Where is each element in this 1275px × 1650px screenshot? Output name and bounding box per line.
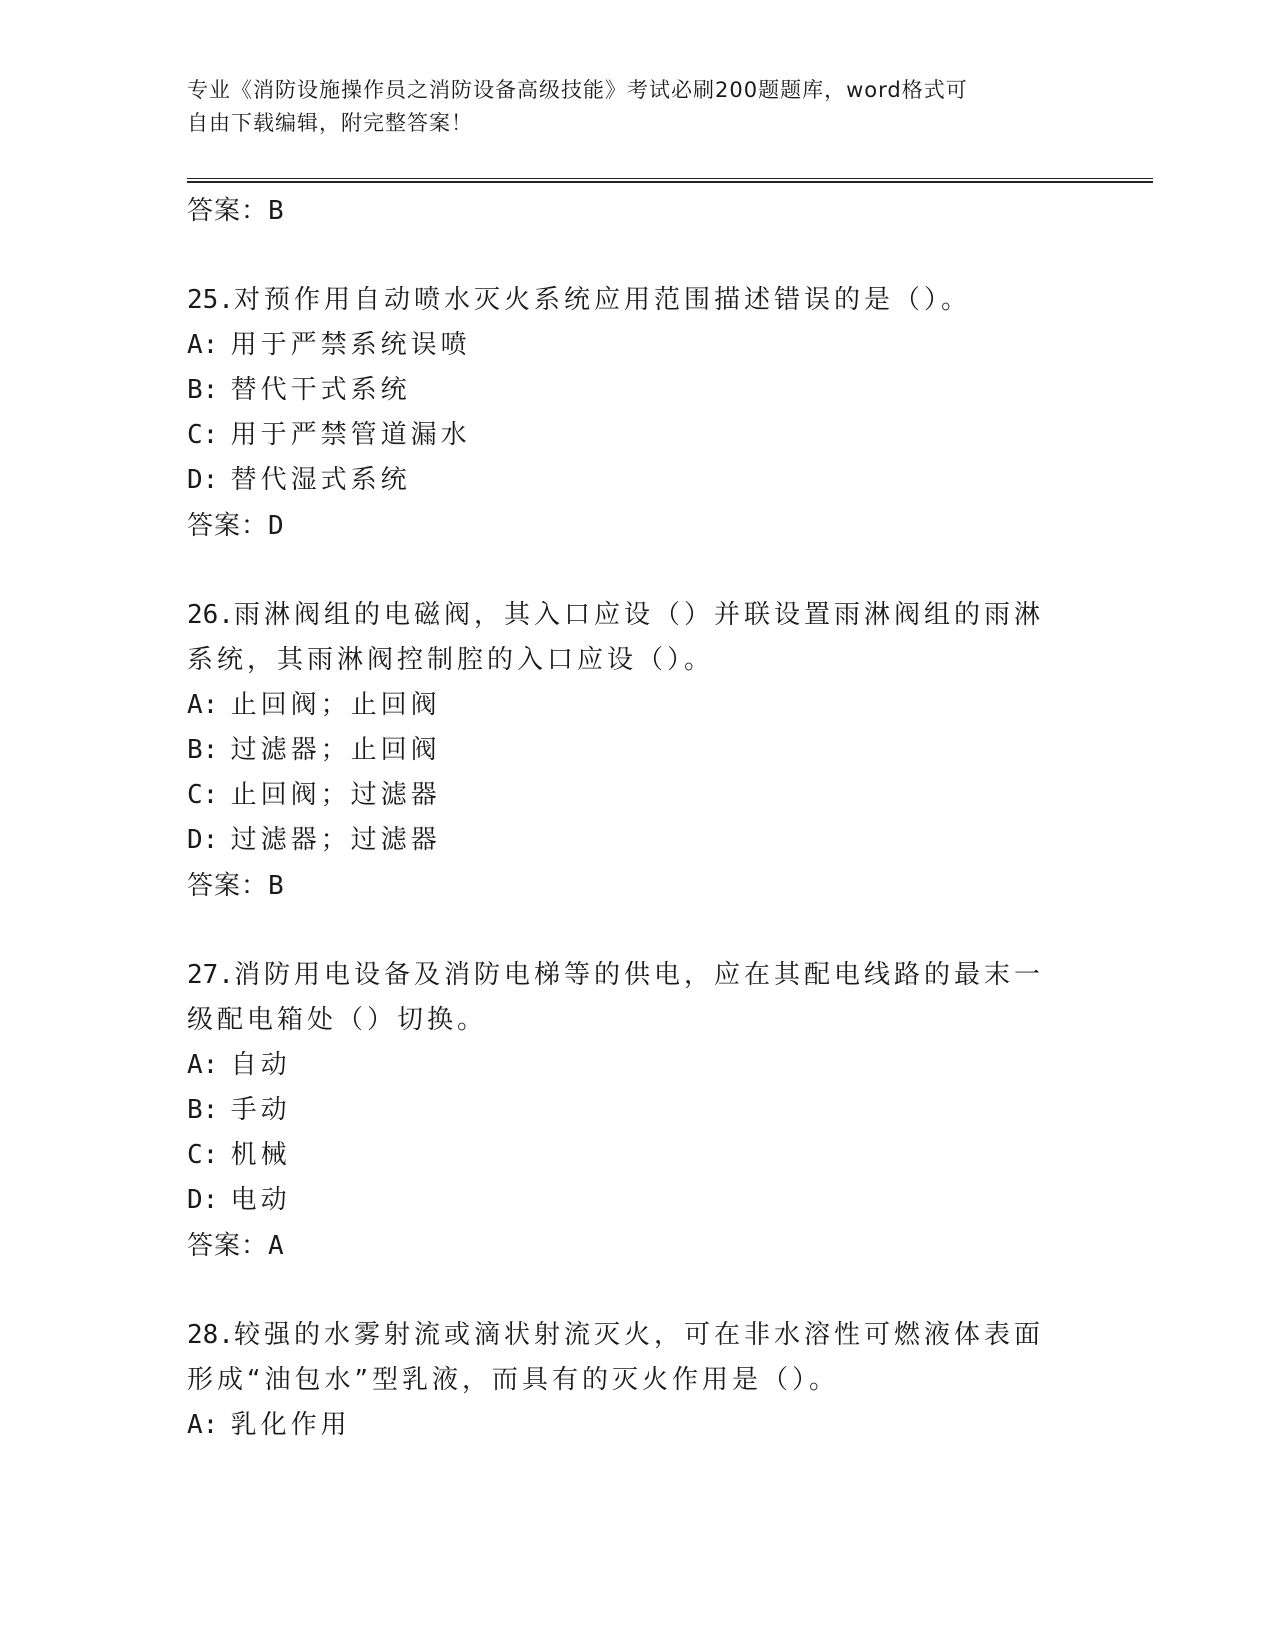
option-key: D: — [187, 1185, 219, 1215]
answer-value: B — [268, 196, 285, 226]
option-text: 过滤器；过滤器 — [230, 825, 441, 855]
question-number: 26. — [187, 600, 234, 630]
question-stem: 消防用电设备及消防电梯等的供电，应在其配电线路的最末一级配电箱处（）切换。 — [187, 960, 1044, 1035]
option-c — [187, 413, 1067, 458]
option-key: A: — [187, 1050, 219, 1080]
option-d — [187, 458, 1067, 503]
option-c — [187, 1133, 1067, 1178]
question-list — [187, 188, 1067, 1448]
option-key: B: — [187, 735, 219, 765]
option-text: 自动 — [230, 1050, 291, 1080]
option-key: A: — [187, 330, 219, 360]
question-25 — [187, 278, 1067, 549]
header-divider-thick — [187, 181, 1153, 183]
option-text: 手动 — [230, 1095, 291, 1125]
answer-label: 答案： — [187, 871, 269, 901]
answer-line — [187, 863, 1067, 909]
option-b — [187, 728, 1067, 773]
question-stem: 较强的水雾射流或滴状射流灭火，可在非水溶性可燃液体表面形成“油包水”型乳液，而具有的灭火作用是（）。 — [187, 1320, 1044, 1395]
option-a — [187, 1043, 1067, 1088]
option-key: A: — [187, 690, 219, 720]
option-key: A: — [187, 1410, 219, 1440]
option-text: 止回阀；过滤器 — [230, 780, 441, 810]
question-text — [187, 593, 1067, 683]
question-28 — [187, 1313, 1067, 1448]
question-number: 25. — [187, 285, 234, 315]
option-key: B: — [187, 375, 219, 405]
option-text: 替代干式系统 — [230, 375, 411, 405]
question-stem: 雨淋阀组的电磁阀，其入口应设（）并联设置雨淋阀组的雨淋系统，其雨淋阀控制腔的入口应设（）。 — [187, 600, 1044, 675]
option-a — [187, 1403, 1067, 1448]
answer-line — [187, 1223, 1067, 1269]
answer-label: 答案： — [187, 511, 269, 541]
question-text — [187, 278, 1067, 323]
option-a — [187, 323, 1067, 368]
question-number: 27. — [187, 960, 234, 990]
question-text — [187, 1313, 1067, 1403]
option-key: B: — [187, 1095, 219, 1125]
option-c — [187, 773, 1067, 818]
question-text — [187, 953, 1067, 1043]
option-text: 机械 — [230, 1140, 291, 1170]
option-text: 止回阀；止回阀 — [230, 690, 441, 720]
answer-value: D — [268, 511, 285, 541]
answer-line — [187, 188, 1067, 234]
option-text: 电动 — [230, 1185, 291, 1215]
option-text: 乳化作用 — [230, 1410, 351, 1440]
option-d — [187, 818, 1067, 863]
header-line-1: 专业《消防设施操作员之消防设备高级技能》考试必刷200题题库，word格式可 — [187, 78, 968, 102]
question-stem: 对预作用自动喷水灭火系统应用范围描述错误的是（）。 — [233, 285, 971, 315]
answer-value: B — [268, 871, 285, 901]
option-text: 过滤器；止回阀 — [230, 735, 441, 765]
option-key: D: — [187, 465, 219, 495]
option-b — [187, 368, 1067, 413]
header-line-2: 自由下载编辑，附完整答案！ — [187, 111, 473, 135]
option-key: D: — [187, 825, 219, 855]
option-a — [187, 683, 1067, 728]
option-text: 用于严禁管道漏水 — [230, 420, 471, 450]
answer-value: A — [268, 1231, 285, 1261]
answer-line — [187, 503, 1067, 549]
option-key: C: — [187, 780, 219, 810]
question-26 — [187, 593, 1067, 909]
option-text: 替代湿式系统 — [230, 465, 411, 495]
document-header — [187, 74, 1087, 140]
answer-label: 答案： — [187, 196, 269, 226]
question-number: 28. — [187, 1320, 234, 1350]
option-key: C: — [187, 420, 219, 450]
header-divider-thin — [187, 178, 1153, 179]
option-b — [187, 1088, 1067, 1133]
option-d — [187, 1178, 1067, 1223]
option-text: 用于严禁系统误喷 — [230, 330, 471, 360]
option-key: C: — [187, 1140, 219, 1170]
question-27 — [187, 953, 1067, 1269]
answer-label: 答案： — [187, 1231, 269, 1261]
